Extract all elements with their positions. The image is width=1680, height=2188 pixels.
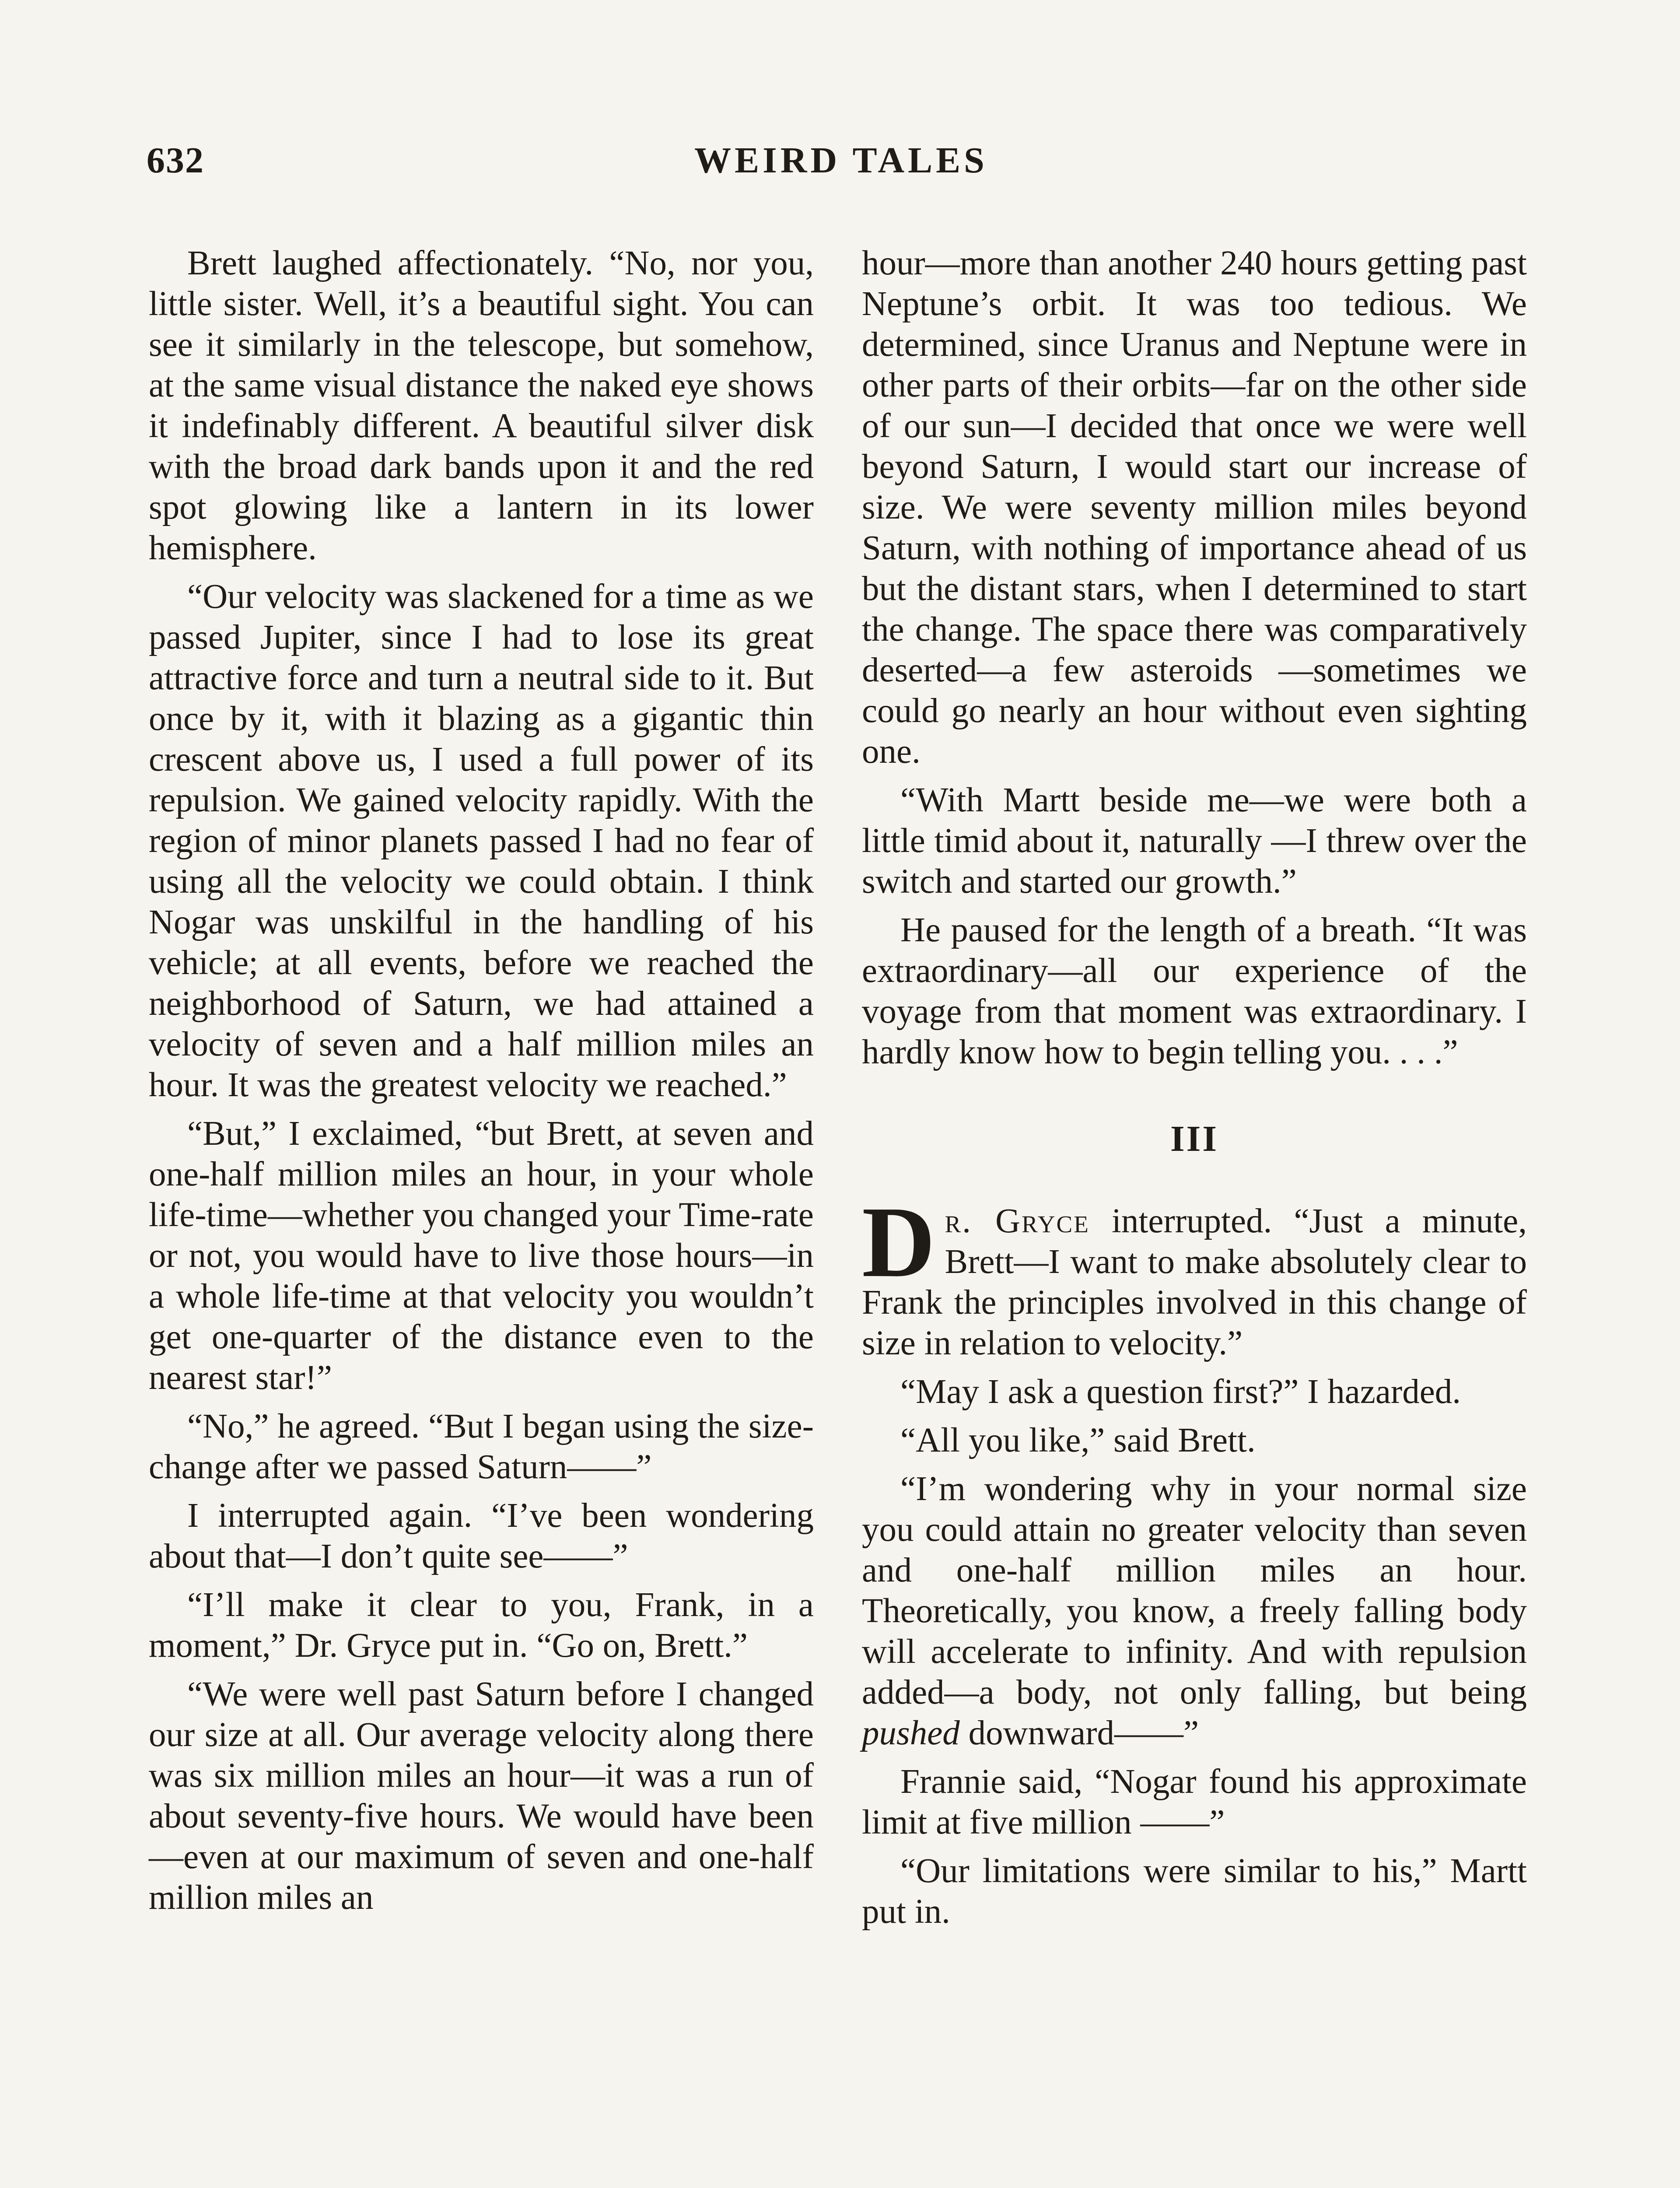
text-column-left (149, 243, 814, 1926)
paragraph-text: downward——” (959, 1714, 1199, 1752)
paragraph: “May I ask a question first?” I hazarded. (900, 1373, 1461, 1411)
paragraph: “I’ll make it clear to you, Frank, in a moment,” Dr. Gryce put in. “Go on, Brett.” (149, 1586, 814, 1665)
paragraph: “No,” he agreed. “But I began using the size-change after we passed Saturn——” (149, 1407, 814, 1486)
drop-cap: D (862, 1186, 935, 1298)
paragraph: “We were well past Saturn before I changed our size at all. Our average velocity along there was six million miles an hour—it was a run of about seventy-five hours. We would have been—even at our maximum of seven and one-half million miles an (149, 1675, 814, 1917)
paragraph: “All you like,” said Brett. (900, 1421, 1256, 1459)
paragraph: Brett laughed affectionately. “No, nor you, little sister. Well, it’s a beautiful sight. You can see it similarly in the telescope, but somehow, at the same visual distance the naked eye shows it indefinably different. A beautiful silver disk with the broad dark bands upon it and the red spot glowing like a lantern in its lower hemisphere. (149, 244, 814, 567)
small-caps-name: r. Gryce (945, 1202, 1090, 1240)
paragraph-with-drop-cap (862, 1186, 1527, 1364)
paragraph: “Our velocity was slackened for a time as we passed Jupiter, since I had to lose its great attractive force and turn a neutral side to it. But once by it, with it blazing as a gigantic thin crescent above us, I used a full power of its repulsion. We gained velocity rapidly. With the region of minor planets passed I had no fear of using all the velocity we could obtain. I think Nogar was unskilful in the handling of his vehicle; at all events, before we reached the neighborhood of Saturn, we had attained a velocity of seven and a half million miles an hour. It was the greatest velocity we reached.” (149, 578, 814, 1104)
paragraph: I interrupted again. “I’ve been wondering about that—I don’t quite see——” (149, 1497, 814, 1575)
paragraph: “But,” I exclaimed, “but Brett, at seven and one-half million miles an hour, in your whole life-time—whether you changed your Time-rate or not, you would have to live those hours—in a whole life-time at that velocity you wouldn’t get one-quarter of the distance even to the nearest star!” (149, 1115, 814, 1397)
page-header (147, 139, 1536, 192)
paragraph: Frannie said, “Nogar found his approximate limit at five million ——” (862, 1763, 1527, 1841)
paragraph: “Our limitations were similar to his,” Martt put in. (862, 1852, 1527, 1931)
paragraph-text: “I’m wondering why in your normal size you could attain no greater velocity than seven and one-half million miles an hour. Theoretically, you know, a freely falling body will accelerate to infinity. And with repulsion added—a body, not only falling, but being (862, 1470, 1527, 1711)
page-number: 632 (147, 140, 204, 181)
paragraph: He paused for the length of a breath. “It was extraordinary—all our experience of the voyage from that moment was extraordinary. I hardly know how to begin telling you. . . .” (862, 911, 1527, 1071)
running-head: WEIRD TALES (694, 140, 988, 181)
section-heading: III (1170, 1119, 1219, 1159)
paragraph (862, 1469, 1527, 1753)
paragraph-text: interrupted. “Just a minute, Brett—I want to make absolutely clear to Frank the principles involved in this change of size in relation to velocity.” (862, 1202, 1527, 1362)
emphasized-word: pushed (862, 1714, 960, 1752)
paragraph-continued: hour—more than another 240 hours getting past Neptune’s orbit. It was too tedious. We determined, since Uranus and Neptune were in other parts of their orbits—far on the other side of our sun—I decided that once we were well beyond Saturn, I would start our increase of size. We were seventy million miles beyond Saturn, with nothing of importance ahead of us but the distant stars, when I determined to start the change. The space there was comparatively deserted—a few asteroids —sometimes we could go nearly an hour without even sighting one. (862, 244, 1527, 771)
paragraph: “With Martt beside me—we were both a little timid about it, naturally —I threw over the switch and started our growth.” (862, 781, 1527, 901)
text-column-right (862, 243, 1527, 1940)
